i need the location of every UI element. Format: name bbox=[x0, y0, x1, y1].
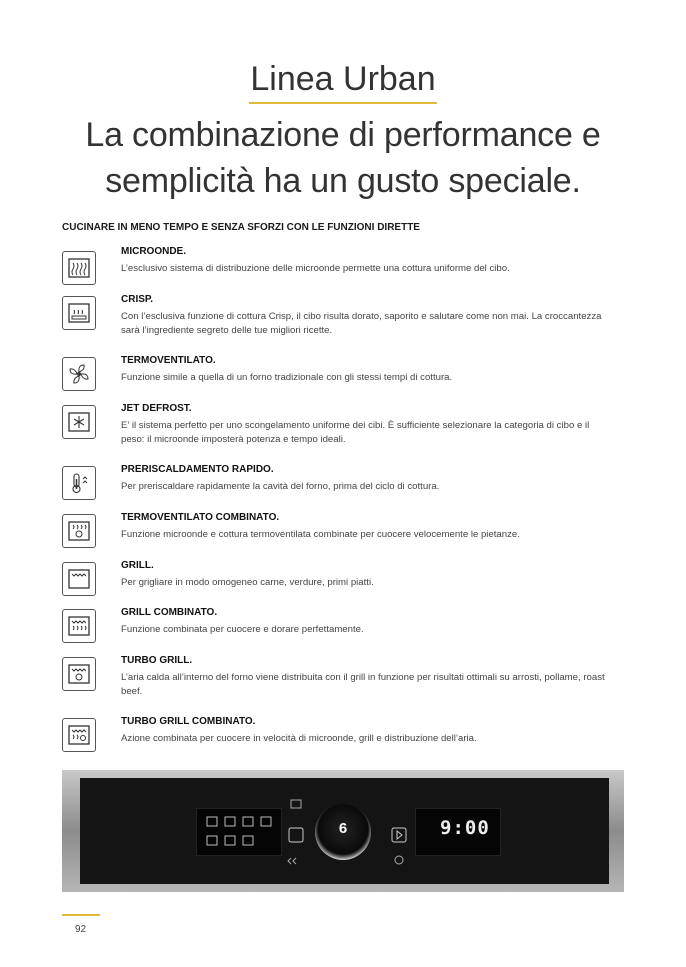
subtitle-line-1: La combinazione di performance e bbox=[85, 116, 601, 154]
feature-desc: L’aria calda all’interno del forno viene distribuita con il grill in funzione per risultati ottimali su arrosti, pollame, roast beef. bbox=[121, 672, 605, 697]
fan-icon bbox=[62, 357, 96, 391]
time-display bbox=[415, 808, 501, 856]
left-buttons-icon bbox=[285, 798, 307, 868]
oven-control-panel-photo bbox=[62, 770, 624, 892]
feature-desc: L’esclusivo sistema di distribuzione delle microonde permette una cottura uniforme del cibo. bbox=[121, 263, 510, 274]
feature-desc: Per preriscaldare rapidamente la cavità del forno, prima del ciclo di cottura. bbox=[121, 481, 440, 492]
grill-combined-icon bbox=[62, 609, 96, 643]
feature-desc: Azione combinata per cuocere in velocità di microonde, grill e distribuzione dell’aria. bbox=[121, 733, 477, 744]
page-subtitle bbox=[0, 112, 686, 204]
section-heading: CUCINARE IN MENO TEMPO E SENZA SFORZI CON LE FUNZIONI DIRETTE bbox=[62, 222, 420, 233]
feature-desc: Funzione microonde e cottura termoventilata combinate per cuocere velocemente le pietanze. bbox=[121, 529, 520, 540]
turbo-grill-combined-icon bbox=[62, 718, 96, 752]
feature-title: CRISP. bbox=[121, 294, 154, 305]
feature-desc: Funzione simile a quella di un forno tradizionale con gli stessi tempi di cottura. bbox=[121, 372, 453, 383]
feature-title: GRILL COMBINATO. bbox=[121, 607, 218, 618]
feature-desc: Per grigliare in modo omogeneo carne, verdure, primi piatti. bbox=[121, 577, 374, 588]
feature-desc: E’ il sistema perfetto per uno scongelamento uniforme dei cibi. È sufficiente selezionare la categoria di cibo e il peso: il microonde imposterà potenza e tempo ideali. bbox=[121, 420, 590, 445]
feature-title: TURBO GRILL. bbox=[121, 655, 193, 666]
page-title: Linea Urban bbox=[250, 60, 436, 98]
microwave-fan-icon bbox=[62, 514, 96, 548]
page-number: 92 bbox=[75, 924, 87, 935]
control-knob[interactable] bbox=[315, 804, 371, 860]
crisp-pan-icon bbox=[62, 296, 96, 330]
feature-title: GRILL. bbox=[121, 560, 154, 571]
feature-title: PRERISCALDAMENTO RAPIDO. bbox=[121, 464, 274, 475]
control-panel bbox=[80, 778, 609, 884]
feature-title: MICROONDE. bbox=[121, 246, 186, 257]
feature-title: TERMOVENTILATO COMBINATO. bbox=[121, 512, 280, 523]
knob-number: 6 bbox=[338, 820, 348, 837]
defrost-snowflake-icon bbox=[62, 405, 96, 439]
feature-title: TURBO GRILL COMBINATO. bbox=[121, 716, 256, 727]
thermometer-icon bbox=[62, 466, 96, 500]
microwave-waves-icon bbox=[62, 251, 96, 285]
footer-accent-line bbox=[62, 914, 100, 916]
grill-icon bbox=[62, 562, 96, 596]
function-icons-display bbox=[196, 808, 282, 856]
display-time: 9:00 bbox=[440, 817, 490, 839]
title-underline bbox=[249, 102, 437, 104]
feature-title: TERMOVENTILATO. bbox=[121, 355, 216, 366]
turbo-grill-icon bbox=[62, 657, 96, 691]
feature-desc: Funzione combinata per cuocere e dorare perfettamente. bbox=[121, 624, 364, 635]
subtitle-line-2: semplicità ha un gusto speciale. bbox=[105, 162, 581, 200]
right-buttons-icon bbox=[388, 798, 410, 868]
feature-desc: Con l’esclusiva funzione di cottura Crisp, il cibo risulta dorato, saporito e salutare come non mai. La croccantezza sarà l’ingrediente segreto delle tue migliori ricette. bbox=[121, 311, 602, 336]
feature-title: JET DEFROST. bbox=[121, 403, 192, 414]
